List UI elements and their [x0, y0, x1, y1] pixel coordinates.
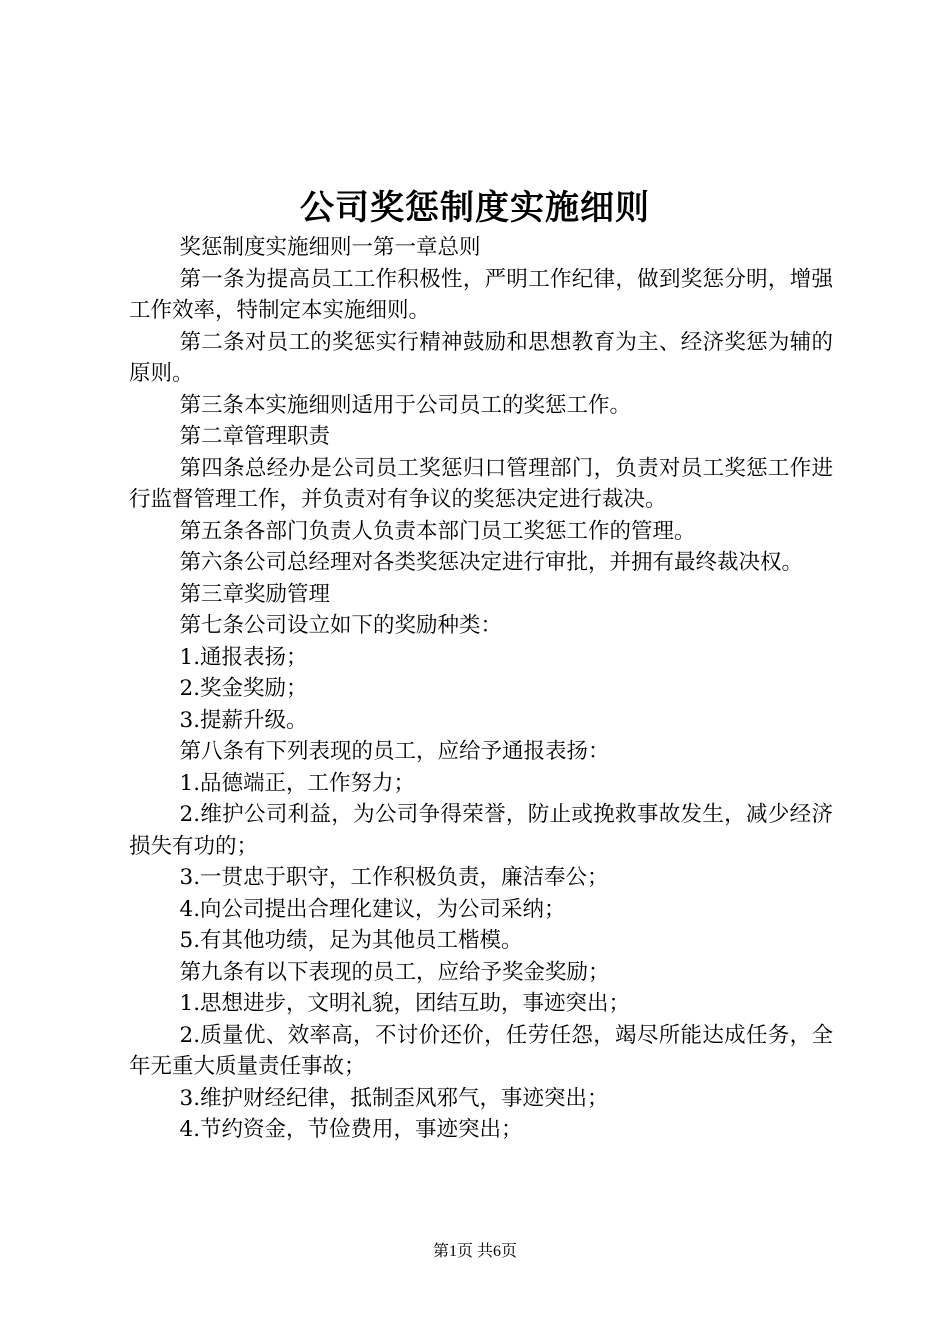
document-body — [129, 232, 833, 1146]
list-item: 5.有其他功绩，足为其他员工楷模。 — [179, 928, 523, 953]
paragraph: 第六条公司总经理对各类奖惩决定进行审批，并拥有最终裁决权。 — [179, 550, 804, 575]
list-item: 3.提薪升级。 — [179, 707, 308, 733]
list-item: 3.一贯忠于职守，工作积极负责，廉洁奉公； — [179, 865, 609, 890]
list-item: 1.通报表扬； — [179, 644, 308, 670]
paragraph: 第三条本实施细则适用于公司员工的奖惩工作。 — [179, 392, 632, 418]
page-title: 公司奖惩制度实施细则 — [300, 188, 650, 228]
paragraph: 第二章管理职责 — [179, 424, 331, 449]
paragraph: 第五条各部门负责人负责本部门员工奖惩工作的管理。 — [179, 518, 696, 544]
paragraph: 第七条公司设立如下的奖励种类： — [179, 613, 503, 638]
list-item: 2.奖金奖励； — [179, 676, 308, 701]
paragraph: 第二条对员工的奖惩实行精神鼓励和思想教育为主、经济奖惩为辅的原则。 — [129, 329, 833, 386]
page-footer: 第1页 共6页 — [432, 1243, 517, 1260]
list-item: 2.质量优、效率高，不讨价还价，任劳任怨，竭尽所能达成任务，全年无重大质量责任事故； — [129, 1022, 833, 1079]
paragraph: 第四条总经办是公司员工奖惩归口管理部门，负责对员工奖惩工作进行监督管理工作，并负责对有争议的奖惩决定进行裁决。 — [129, 455, 833, 512]
list-item: 4.节约资金，节俭费用，事迹突出； — [179, 1117, 523, 1142]
paragraph: 第八条有下列表现的员工，应给予通报表扬： — [179, 739, 610, 764]
list-item: 2.维护公司利益，为公司争得荣誉，防止或挽救事故发生，减少经济损失有功的； — [129, 802, 833, 859]
paragraph: 奖惩制度实施细则一第一章总则 — [179, 235, 481, 260]
list-item: 1.品德端正，工作努力； — [179, 770, 416, 796]
paragraph: 第三章奖励管理 — [179, 581, 331, 607]
list-item: 3.维护财经纪律，抵制歪风邪气，事迹突出； — [179, 1085, 609, 1111]
paragraph: 第九条有以下表现的员工，应给予奖金奖励； — [179, 959, 610, 985]
list-item: 1.思想进步，文明礼貌，团结互助，事迹突出； — [179, 991, 631, 1016]
list-item: 4.向公司提出合理化建议，为公司采纳； — [179, 896, 566, 922]
paragraph: 第一条为提高员工工作积极性，严明工作纪律，做到奖惩分明，增强工作效率，特制定本实施细则。 — [129, 266, 833, 323]
